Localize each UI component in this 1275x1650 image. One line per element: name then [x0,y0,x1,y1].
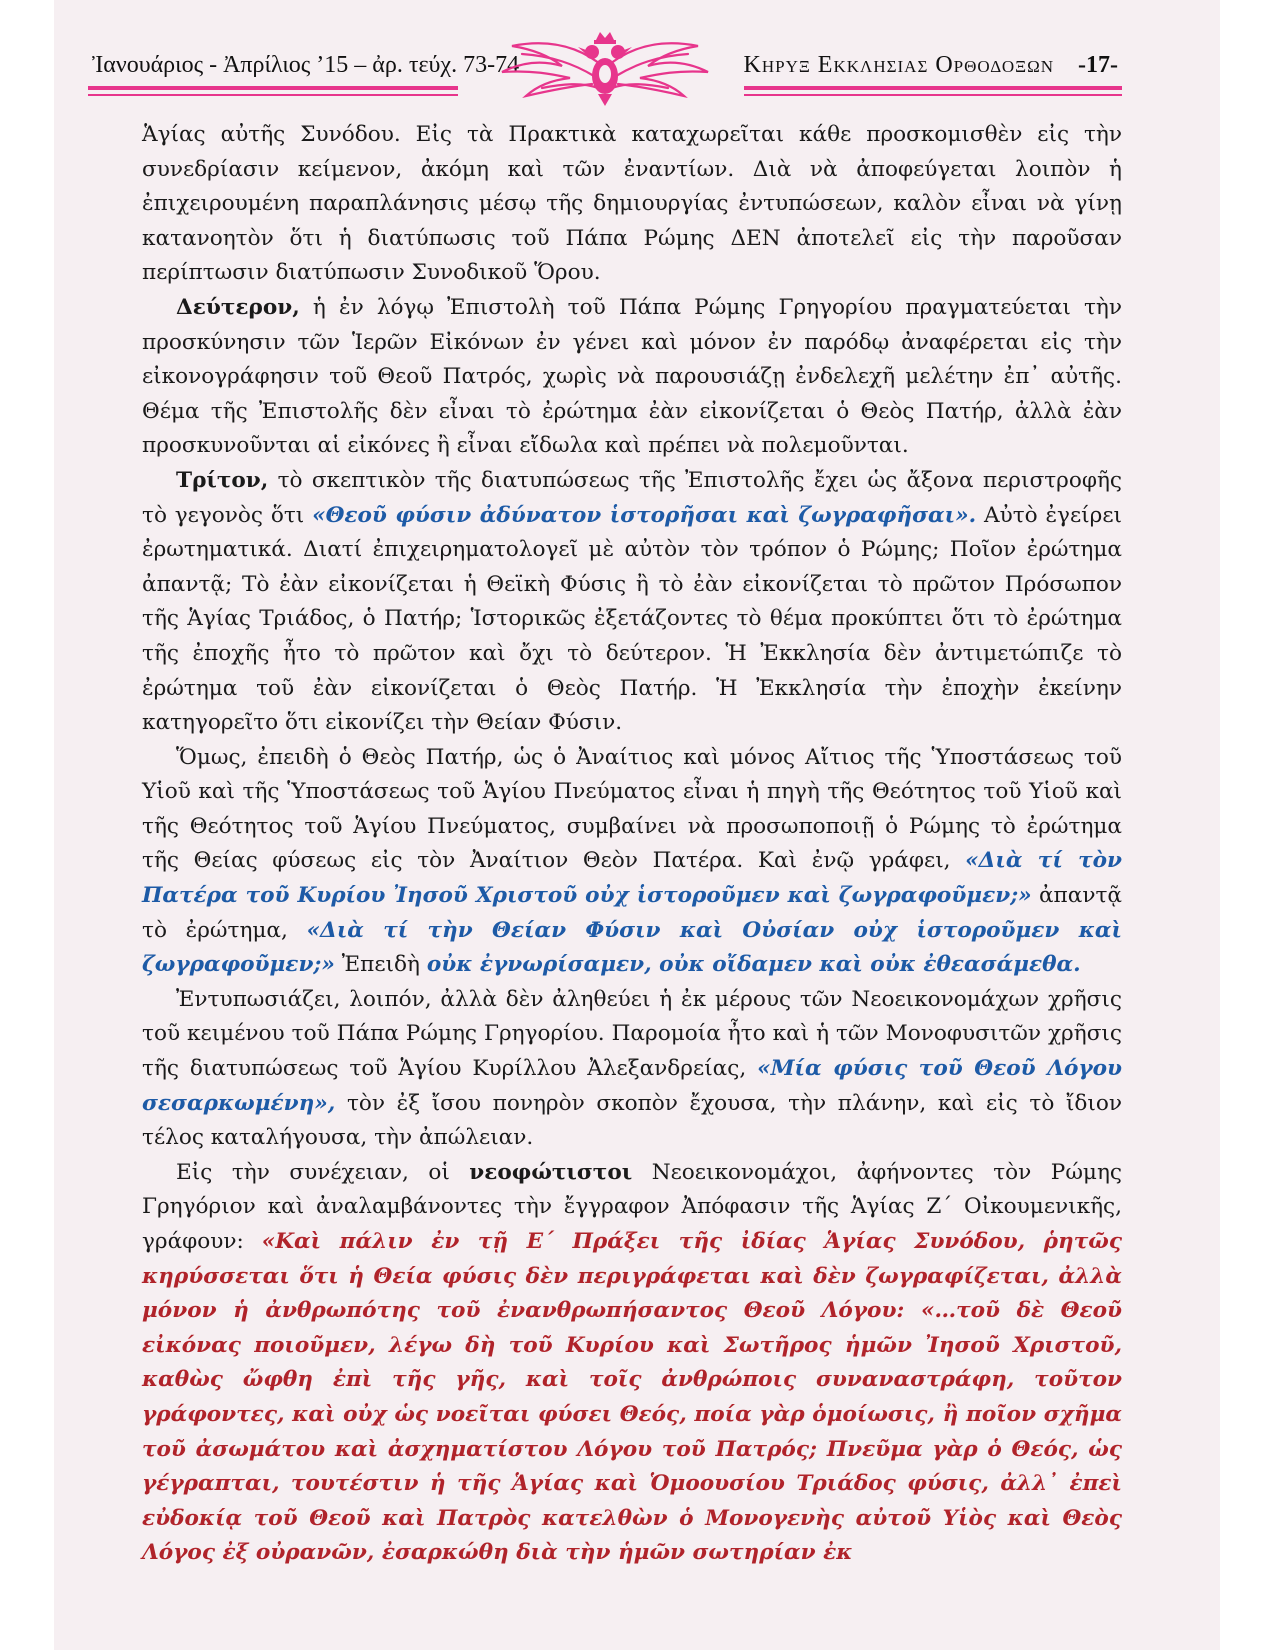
quote-blue: «Διὰ τί τὴν Θείαν Φύσιν καὶ Οὐσίαν οὐχ ἱστοροῦμεν καὶ ζωγραφοῦμεν;» [142,917,1122,978]
paragraph-text: ἡ ἐν λόγῳ Ἐπιστολὴ τοῦ Πάπα Ρώμης Γρηγορίου πραγματεύεται τὴν προσκύνησιν τῶν Ἱερῶν Εἰκόνων ἐν γένει καὶ μόνον ἐν παρόδῳ ἀναφέρεται εἰς τὴν εἰκονογράφησιν τοῦ Θεοῦ Πατρός, χωρὶς νὰ παρουσιάζῃ ἐνδελεχῆ μελέτην ἐπ᾽ αὐτῆς. Θέμα τῆς Ἐπιστολῆς δὲν εἶναι τὸ ἐρώτημα ἐὰν εἰκονίζεται ὁ Θεὸς Πατήρ, ἀλλὰ ἐὰν προσκυνοῦνται αἱ εἰκόνες ἢ εἶναι εἴδωλα καὶ πρέπει νὰ πολεμοῦνται. [142,294,1122,459]
paragraph [142,464,1122,741]
quote-blue: «Θεοῦ φύσιν ἀδύνατον ἱστορῆσαι καὶ ζωγραφῆσαι». [312,502,977,528]
double-headed-eagle-icon [482,28,728,108]
journal-title-block [744,52,1118,79]
paragraph-text: Ἁγίας αὐτῆς Συνόδου. Εἰς τὰ Πρακτικὰ καταχωρεῖται κάθε προσκομισθὲν εἰς τὴν συνεδρίασιν κείμενον, ἀκόμη καὶ τῶν ἐναντίων. Διὰ νὰ ἀποφεύγεται λοιπὸν ἡ ἐπιχειρουμένη παραπλάνησις μέσῳ τῆς δημιουργίας ἐντυπώσεων, καλὸν εἶναι νὰ γίνῃ κατανοητὸν ὅτι ἡ διατύπωσις τοῦ Πάπα Ρώμης ΔΕΝ ἀποτελεῖ εἰς τὴν παροῦσαν περίπτωσιν διατύπωσιν Συνοδικοῦ Ὅρου. [142,122,1122,286]
journal-title: Κηρυξ Εκκλησιας Ορθοδοξων [743,52,1055,78]
paragraph-lead: Τρίτον, [176,467,269,493]
page-number: -17- [1078,52,1118,78]
header-rule [744,86,1122,90]
quote-red: «Καὶ πάλιν ἐν τῇ Ε΄ Πράξει τῆς ἰδίας Ἁγίας Συνόδου, ῥητῶς κηρύσσεται ὅτι ἡ Θεία φύσις δὲν περιγράφεται καὶ δὲν ζωγραφίζεται, ἀλλὰ μόνον ἡ ἀνθρωπότης τοῦ ἐνανθρωπήσαντος Θεοῦ Λόγου: «…τοῦ δὲ Θεοῦ εἰκόνας ποιοῦμεν, λέγω δὴ τοῦ Κυρίου καὶ Σωτῆρος ἡμῶν Ἰησοῦ Χριστοῦ, καθὼς ὤφθη ἐπὶ τῆς γῆς, καὶ τοῖς ἀνθρώποις συναναστράφη, τοῦτον γράφοντες, καὶ οὐχ ὡς νοεῖται φύσει Θεός, ποία γὰρ ὁμοίωσις, ἢ ποῖον σχῆμα τοῦ ἀσωμάτου καὶ ἀσχηματίστου Λόγου τοῦ Πατρός; Πνεῦμα γὰρ ὁ Θεός, ὡς γέγραπται, τουτέστιν ἡ τῆς Ἁγίας καὶ Ὁμοουσίου Τριάδος φύσις, ἀλλ᾽ ἐπεὶ εὐδοκίᾳ τοῦ Θεοῦ καὶ Πατρὸς κατελθὼν ὁ Μονογενὴς αὐτοῦ Υἱὸς καὶ Θεὸς Λόγος ἐξ οὐρανῶν, ἐσαρκώθη διὰ τὴν ἡμῶν σωτηρίαν ἐκ [142,1229,1122,1566]
paragraph-text: Εἰς τὴν συνέχειαν, οἱ [176,1159,470,1185]
paragraph-text: Ἐντυπωσιάζει, λοιπόν, ἀλλὰ δὲν ἀληθεύει ἡ ἐκ μέρους τῶν Νεοεικονομάχων χρῆσις τοῦ κειμένου τοῦ Πάπα Ρώμης Γρηγορίου. Παρομοία ἦτο καὶ ἡ τῶν Μονοφυσιτῶν χρῆσις τῆς διατυπώσεως τοῦ Ἁγίου Κυρίλλου Ἀλεξανδρείας, [142,986,1122,1082]
quote-blue: οὐκ ἐγνωρίσαμεν, οὐκ οἴδαμεν καὶ οὐκ ἐθεασάμεθα. [426,952,1081,978]
paragraph [142,1156,1122,1571]
paragraph [142,118,1122,291]
paragraph-text: ἀπαντᾷ τὸ ἐρώτημα, [142,883,1122,943]
paragraph [142,983,1122,1156]
paragraph-text: Ὅμως, ἐπειδὴ ὁ Θεὸς Πατήρ, ὡς ὁ Ἀναίτιος καὶ μόνος Αἴτιος τῆς Ὑποστάσεως τοῦ Υἱοῦ καὶ τῆς Ὑποστάσεως τοῦ Ἁγίου Πνεύματος εἶναι ἡ πηγὴ τῆς Θεότητος τοῦ Υἱοῦ καὶ τῆς Θεότητος τοῦ Ἁγίου Πνεύματος, συμβαίνει νὰ προσωποποιῇ ὁ Ρώμης τὸ ἐρώτημα τῆς Θείας φύσεως εἰς τὸν Ἀναίτιον Θεὸν Πατέρα. Καὶ ἐνῷ γράφει, [142,744,1122,874]
paragraph-text: τὸν ἐξ ἴσου πονηρὸν σκοπὸν ἔχουσα, τὴν πλάνην, καὶ εἰς τὸ ἴδιον τέλος καταλήγουσα, τὴν ἀπώλειαν. [142,1090,1122,1151]
quote-blue: «Διὰ τί τὸν Πατέρα τοῦ Κυρίου Ἰησοῦ Χριστοῦ οὐχ ἱστοροῦμεν καὶ ζωγραφοῦμεν;» [142,848,1122,909]
paragraph-text: τὸ σκεπτικὸν τῆς διατυπώσεως τῆς Ἐπιστολῆς ἔχει ὡς ἄξονα περιστροφῆς τὸ γεγονὸς ὅτι [142,467,1122,528]
article-body [142,118,1122,1571]
running-header [88,28,1122,110]
quote-blue: «Μία φύσις τοῦ Θεοῦ Λόγου σεσαρκωμένη», [142,1056,1122,1116]
bold-term: νεοφώτιστοι [469,1159,633,1185]
paragraph [142,741,1122,983]
paragraph-text: Ἐπειδὴ [334,952,427,978]
header-rule [88,86,458,90]
issue-info: Ἰανουάριος - Ἀπρίλιος ’15 – ἀρ. τεύχ. 73-74 [92,52,520,78]
header-rule [744,94,1122,96]
paragraph [142,291,1122,464]
paragraph-text: Νεοεικονομάχοι, ἀφήνοντες τὸν Ρώμης Γρηγόριον καὶ ἀναλαμβάνοντες τὴν ἔγγραφον Ἀπόφασιν τῆς Ἁγίας Ζ΄ Οἰκουμενικῆς, γράφουν: [142,1159,1122,1254]
paragraph-text: Αὐτὸ ἐγείρει ἐρωτηματικά. Διατί ἐπιχειρηματολογεῖ μὲ αὐτὸν τὸν τρόπον ὁ Ρώμης; Ποῖον ἐρώτημα ἀπαντᾷ; Τὸ ἐὰν εἰκονίζεται ἡ Θεϊκὴ Φύσις ἢ τὸ ἐὰν εἰκονίζεται τὸ πρῶτον Πρόσωπον τῆς Ἁγίας Τριάδος, ὁ Πατήρ; Ἱστορικῶς ἐξετάζοντες τὸ θέμα προκύπτει ὅτι τὸ ἐρώτημα τῆς ἐποχῆς ἦτο τὸ πρῶτον καὶ ὄχι τὸ δεύτερον. Ἡ Ἐκκλησία δὲν ἀντιμετώπιζε τὸ ἐρώτημα τοῦ ἐὰν εἰκονίζεται ὁ Θεὸς Πατήρ. Ἡ Ἐκκλησία τὴν ἐποχὴν ἐκείνην κατηγορεῖτο ὅτι εἰκονίζει τὴν Θείαν Φύσιν. [142,502,1122,736]
paragraph-lead: Δεύτερον, [176,294,300,320]
header-rule [88,94,458,96]
